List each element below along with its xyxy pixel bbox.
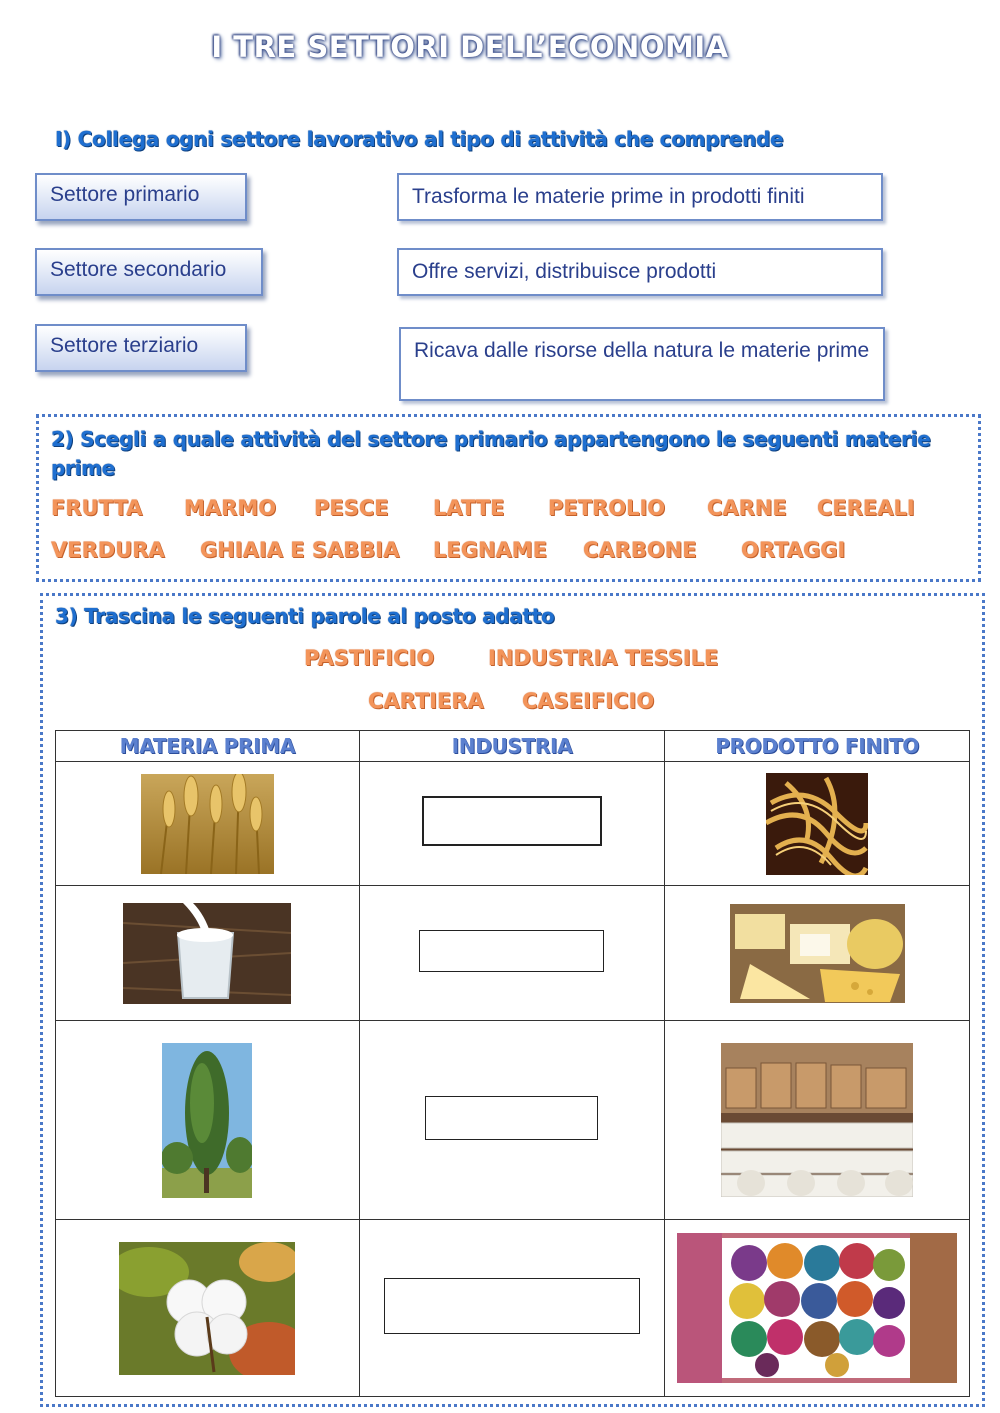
tree-image xyxy=(162,1043,252,1198)
word-frutta[interactable]: FRUTTA xyxy=(51,496,143,520)
paper-rolls-image xyxy=(721,1043,913,1197)
word-latte[interactable]: LATTE xyxy=(433,496,505,520)
drop-slot-4[interactable] xyxy=(384,1278,640,1334)
table-row xyxy=(56,1021,970,1220)
fabrics-image xyxy=(677,1233,957,1383)
product-cell xyxy=(665,886,970,1021)
column-header-materia-prima: MATERIA PRIMA xyxy=(56,731,360,762)
word-ortaggi[interactable]: ORTAGGI xyxy=(741,538,846,562)
drop-slot-1[interactable] xyxy=(422,796,602,846)
word-verdura[interactable]: VERDURA xyxy=(51,538,165,562)
page-title: I TRE SETTORI DELL’ECONOMIA xyxy=(211,30,729,64)
word-marmo[interactable]: MARMO xyxy=(184,496,277,520)
word-industria-tessile[interactable]: INDUSTRIA TESSILE xyxy=(488,646,719,670)
industry-cell xyxy=(359,1220,665,1397)
word-legname[interactable]: LEGNAME xyxy=(433,538,548,562)
column-header-prodotto-finito: PRODOTTO FINITO xyxy=(665,731,970,762)
matching-table xyxy=(55,730,970,1397)
raw-material-cell xyxy=(56,886,360,1021)
pasta-image xyxy=(766,773,868,875)
description-box-1[interactable]: Trasforma le materie prime in prodotti finiti xyxy=(397,173,883,221)
word-pastificio[interactable]: PASTIFICIO xyxy=(304,646,435,670)
word-caseificio[interactable]: CASEIFICIO xyxy=(522,689,655,713)
sector-tertiary-box[interactable]: Settore terziario xyxy=(35,324,247,372)
industry-cell xyxy=(359,762,665,886)
cotton-image xyxy=(119,1242,295,1375)
word-petrolio[interactable]: PETROLIO xyxy=(548,496,666,520)
word-cereali[interactable]: CEREALI xyxy=(817,496,915,520)
word-carbone[interactable]: CARBONE xyxy=(583,538,697,562)
cheese-image xyxy=(730,904,905,1003)
sector-secondary-box[interactable]: Settore secondario xyxy=(35,248,263,296)
raw-material-cell xyxy=(56,1021,360,1220)
industry-cell xyxy=(359,886,665,1021)
word-carne[interactable]: CARNE xyxy=(707,496,787,520)
section3-heading: 3) Trascina le seguenti parole al posto adatto xyxy=(55,604,555,628)
drop-slot-3[interactable] xyxy=(425,1096,598,1140)
product-cell xyxy=(665,762,970,886)
column-header-industria: INDUSTRIA xyxy=(359,731,665,762)
product-cell xyxy=(665,1021,970,1220)
raw-material-cell xyxy=(56,762,360,886)
wheat-image xyxy=(141,774,274,874)
section1-heading: I) Collega ogni settore lavorativo al tipo di attività che comprende xyxy=(55,127,784,151)
product-cell xyxy=(665,1220,970,1397)
drop-slot-2[interactable] xyxy=(419,930,604,972)
description-box-3[interactable]: Ricava dalle risorse della natura le materie prime xyxy=(399,327,885,401)
industry-cell xyxy=(359,1021,665,1220)
word-pesce[interactable]: PESCE xyxy=(314,496,389,520)
description-box-2[interactable]: Offre servizi, distribuisce prodotti xyxy=(397,248,883,296)
table-row xyxy=(56,1220,970,1397)
milk-image xyxy=(123,903,291,1004)
word-ghiaia-e-sabbia[interactable]: GHIAIA E SABBIA xyxy=(200,538,400,562)
sector-primary-box[interactable]: Settore primario xyxy=(35,173,247,221)
table-row xyxy=(56,762,970,886)
word-cartiera[interactable]: CARTIERA xyxy=(368,689,484,713)
section2-heading: 2) Scegli a quale attività del settore primario appartengono le seguenti materie prime xyxy=(51,427,931,480)
raw-material-cell xyxy=(56,1220,360,1397)
table-row xyxy=(56,886,970,1021)
